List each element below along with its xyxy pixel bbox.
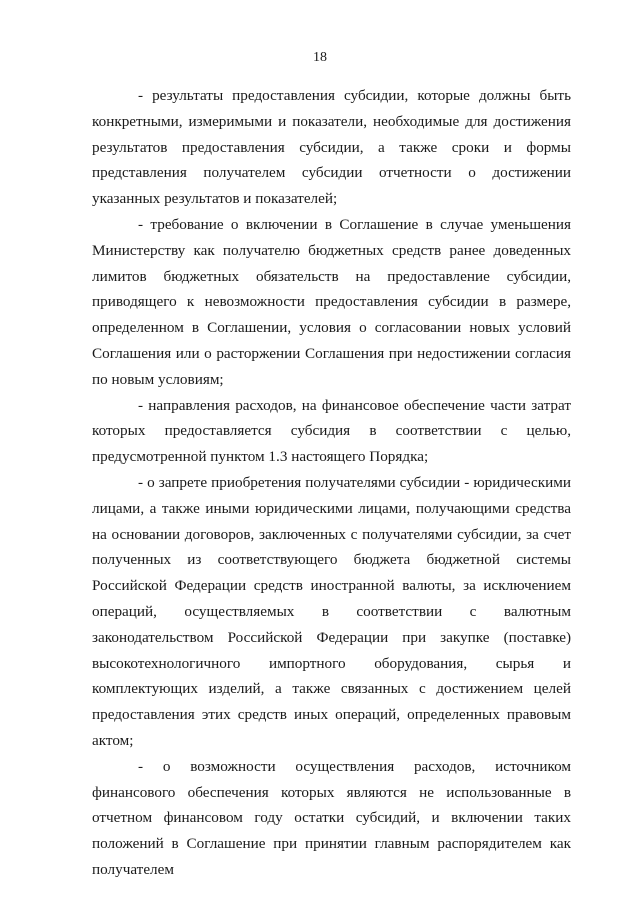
document-body xyxy=(92,83,571,883)
paragraph-currency-prohibition: - о запрете приобретения получателями субсидии - юридическими лицами, а также иными юридическими лицами, получающими средства на основании договоров, заключенных с получателями субсидии, за счет полученных из соответствующего бюджета бюджетной системы Российской Федерации средств иностранной валюты, за исключением операций, осуществляемых в соответствии с валютным законодательством Российской Федерации при закупке (поставке) высокотехнологичного импортного оборудования, сырья и комплектующих изделий, а также связанных с достижением целей предоставления этих средств иных операций, определенных правовым актом; xyxy=(92,473,571,749)
paragraph-expense-directions: - направления расходов, на финансовое обеспечение части затрат которых предоставляется субсидия в соответствии с целью, предусмотренной пунктом 1.3 настоящего Порядка; xyxy=(92,396,571,466)
page-number: 18 xyxy=(313,50,327,65)
paragraph-results: - результаты предоставления субсидии, которые должны быть конкретными, измеримыми и показатели, необходимые для достижения результатов предоставления субсидии, а также сроки и формы представления получателем субсидии отчетности о достижении указанных результатов и показателей; xyxy=(92,87,571,208)
paragraph-unused-balances: - о возможности осуществления расходов, источником финансового обеспечения которых являются не использованные в отчетном финансовом году остатки субсидий, и включении таких положений в Соглашение при принятии главным распорядителем как получателем xyxy=(92,757,571,878)
paragraph-agreement-requirement: - требование о включении в Соглашение в случае уменьшения Министерству как получателю бюджетных средств ранее доведенных лимитов бюджетных обязательств на предоставление субсидии, приводящего к невозможности предоставления субсидии в размере, определенном в Соглашении, условия о согласовании новых условий Соглашения или о расторжении Соглашения при недостижении согласия по новым условиям; xyxy=(92,215,571,388)
